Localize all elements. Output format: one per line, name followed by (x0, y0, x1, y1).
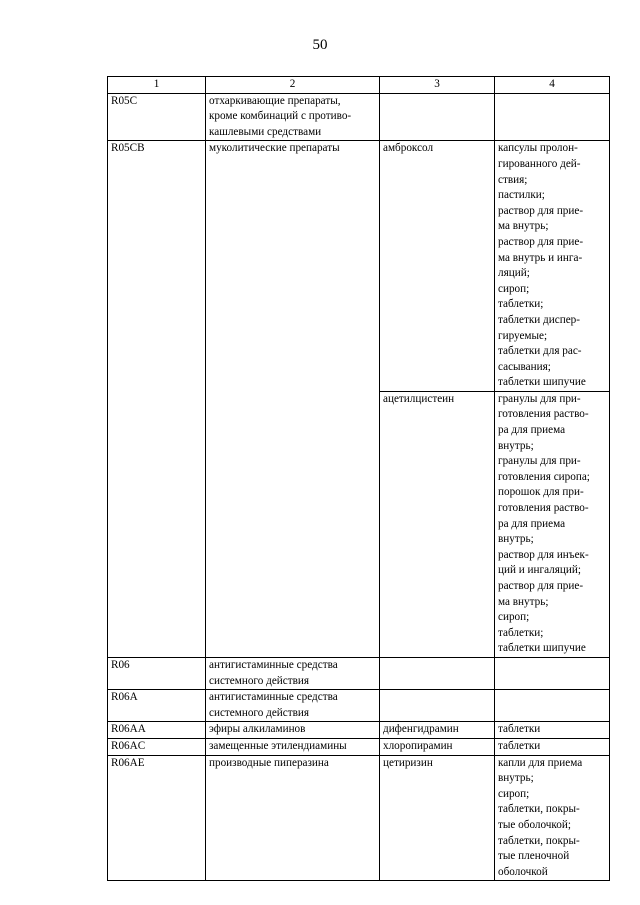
header-row (108, 77, 610, 94)
dosage-form-line: сироп; (498, 282, 530, 295)
dosage-form-line: капли для приема (498, 756, 583, 769)
dosage-form-line: ра для приема (498, 424, 566, 437)
group-text-line: замещенные этилендиамины (209, 739, 347, 752)
group-text-line: производные пиперазина (209, 756, 329, 769)
drug-name-cell (380, 93, 495, 141)
pharmacological-group-cell (206, 738, 380, 755)
dosage-form-line: таблетки шипучие (498, 642, 586, 655)
table-row (108, 141, 610, 392)
table-header (108, 77, 610, 94)
table-row (108, 657, 610, 689)
dosage-form-line: таблетки, покры- (498, 803, 580, 816)
dosage-forms-cell (495, 738, 610, 755)
dosage-form-line: гранулы для при- (498, 455, 581, 468)
dosage-form-line: ма внутрь; (498, 595, 549, 608)
table-row (108, 722, 610, 739)
dosage-form-line: сасывания; (498, 360, 551, 373)
atc-code-cell: R06 (108, 657, 206, 689)
table-row (108, 738, 610, 755)
atc-code-cell: R06AA (108, 722, 206, 739)
dosage-form-line: ствия; (498, 173, 528, 186)
pharmacological-group-cell (206, 755, 380, 881)
pharmacological-group-cell (206, 722, 380, 739)
header-cell: 2 (206, 77, 380, 94)
dosage-form-line: таблетки диспер- (498, 313, 580, 326)
dosage-form-line: внутрь; (498, 533, 534, 546)
group-text-line: эфиры алкиламинов (209, 723, 306, 736)
dosage-form-line: оболочкой (498, 865, 548, 878)
table-row (108, 690, 610, 722)
dosage-form-line: готовления сиропа; (498, 470, 590, 483)
pharmacological-group-cell (206, 657, 380, 689)
header-cell: 1 (108, 77, 206, 94)
drug-name-cell: дифенгидрамин (380, 722, 495, 739)
table-body (108, 93, 610, 881)
dosage-form-line: тые оболочкой; (498, 818, 571, 831)
dosage-form-line: раствор для прие- (498, 580, 584, 592)
atc-code-cell: R05CB (108, 141, 206, 658)
group-text-line: антигистаминные средства (209, 691, 338, 704)
dosage-forms-cell (495, 141, 610, 392)
dosage-form-line: гранулы для при- (498, 392, 581, 405)
dosage-forms-cell (495, 690, 610, 722)
group-text-line: отхаркивающие препараты, (209, 94, 341, 107)
dosage-form-line: таблетки для рас- (498, 345, 582, 358)
dosage-form-line: гируемые; (498, 329, 548, 342)
dosage-form-line: тые пленочной (498, 850, 570, 863)
pharmacological-group-cell (206, 141, 380, 658)
group-text-line: системного действия (209, 706, 310, 719)
group-text-line: кашлевыми средствами (209, 125, 322, 138)
header-cell: 3 (380, 77, 495, 94)
dosage-form-line: внутрь; (498, 772, 534, 785)
dosage-forms-cell (495, 722, 610, 739)
page-number: 50 (312, 37, 328, 53)
dosage-form-line: капсулы пролон- (498, 142, 578, 155)
dosage-forms-cell (495, 391, 610, 657)
dosage-form-line: ма внутрь и инга- (498, 251, 583, 264)
group-text-line: антигистаминные средства (209, 658, 338, 671)
dosage-form-line: таблетки, покры- (498, 834, 580, 847)
dosage-form-line: таблетки (498, 723, 541, 736)
dosage-form-line: таблетки; (498, 298, 544, 311)
dosage-form-line: готовления раство- (498, 502, 589, 515)
dosage-form-line: сироп; (498, 611, 530, 624)
dosage-form-line: ра для приема (498, 517, 566, 530)
dosage-form-line: ляций; (498, 267, 530, 280)
group-text-line: муколитические препараты (209, 142, 340, 155)
dosage-form-line: сироп; (498, 787, 530, 800)
drug-name-cell (380, 657, 495, 689)
dosage-form-line: ма внутрь; (498, 220, 549, 233)
atc-code-cell: R05C (108, 93, 206, 141)
dosage-form-line: таблетки шипучие (498, 376, 586, 389)
header-cell: 4 (495, 77, 610, 94)
dosage-form-line: пастилки; (498, 189, 545, 202)
table-row (108, 755, 610, 881)
pharmacological-group-cell (206, 690, 380, 722)
dosage-form-line: порошок для при- (498, 486, 584, 499)
dosage-form-line: таблетки; (498, 626, 544, 639)
atc-code-cell: R06AC (108, 738, 206, 755)
group-text-line: системного действия (209, 674, 310, 687)
table-row (108, 93, 610, 141)
pharmacological-group-cell (206, 93, 380, 141)
dosage-forms-cell (495, 755, 610, 881)
dosage-form-line: готовления раство- (498, 408, 589, 421)
dosage-forms-cell (495, 657, 610, 689)
atc-code-cell: R06AE (108, 755, 206, 881)
dosage-form-line: ций и ингаляций; (498, 564, 581, 577)
dosage-form-line: раствор для инъек- (498, 548, 589, 561)
drug-name-cell (380, 690, 495, 722)
dosage-form-line: раствор для прие- (498, 204, 584, 217)
dosage-form-line: внутрь; (498, 439, 534, 452)
drug-name-cell: цетиризин (380, 755, 495, 881)
drug-name-cell: хлоропирамин (380, 738, 495, 755)
drug-name-cell: ацетилцистеин (380, 391, 495, 657)
drug-name-cell: амброксол (380, 141, 495, 392)
dosage-form-line: раствор для прие- (498, 235, 584, 248)
dosage-form-line: гированного дей- (498, 157, 581, 170)
drug-list-table (107, 76, 610, 881)
dosage-form-line: таблетки (498, 739, 541, 752)
dosage-forms-cell (495, 93, 610, 141)
atc-code-cell: R06A (108, 690, 206, 722)
group-text-line: кроме комбинаций с противо- (209, 110, 352, 123)
